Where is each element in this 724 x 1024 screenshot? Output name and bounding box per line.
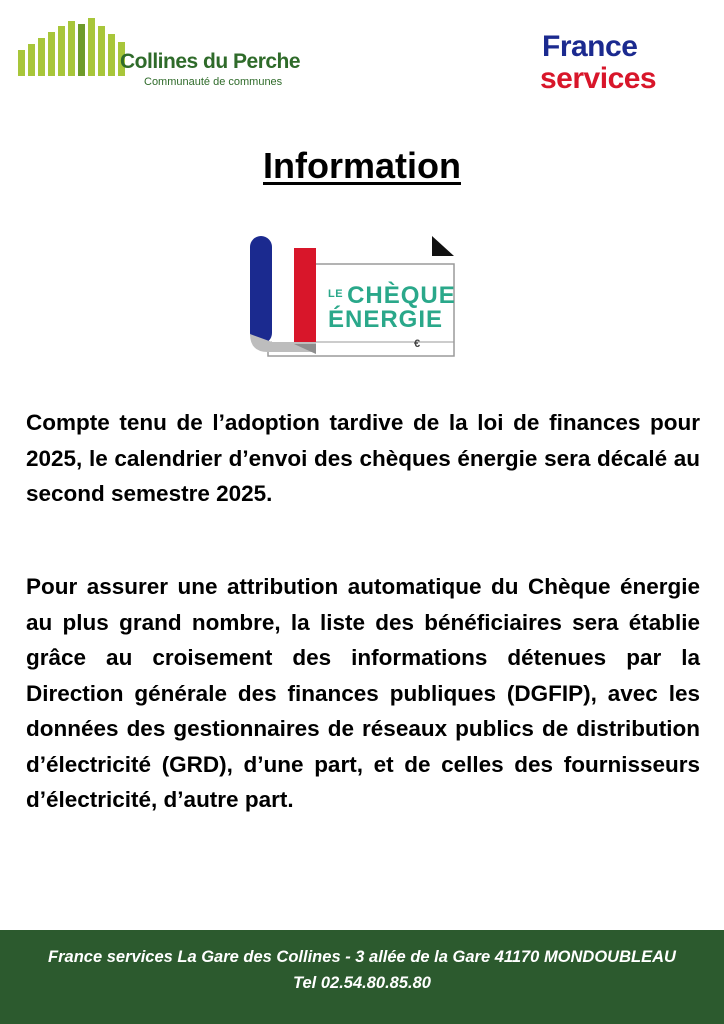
cheque-prefix: LE xyxy=(328,288,344,300)
footer xyxy=(0,930,724,1024)
france-services-line1: France xyxy=(542,30,638,63)
france-services-line2: services xyxy=(540,62,657,95)
logo-name: Collines du Perche xyxy=(120,50,301,73)
france-services-logo xyxy=(540,30,690,100)
footer-address: France services La Gare des Collines - 3 allée de la Gare 41170 MONDOUBLEAU xyxy=(48,948,676,966)
paragraph-attribution: Pour assurer une attribution automatique du Chèque énergie au plus grand nombre, la liste des bénéficiaires sera établie grâce au croisement des informations détenues par la Direction générale des finances publiques (DGFIP), avec les données des gestionnaires de réseaux publics de distribution d’électricité (GRD), d’une part, et de celles des fournisseurs d’électricité, d’autre part. xyxy=(26,574,700,812)
page-title: Information xyxy=(263,145,461,186)
logo-bars-icon xyxy=(18,18,128,76)
cheque-word: CHÈQUE xyxy=(347,282,456,309)
energie-word: ÉNERGIE xyxy=(328,306,444,333)
cheque-energie-logo xyxy=(248,234,458,360)
logo-subtitle: Communauté de communes xyxy=(144,76,283,88)
euro-icon: € xyxy=(414,338,421,350)
collines-du-perche-logo xyxy=(18,18,338,90)
footer-phone: Tel 02.54.80.85.80 xyxy=(293,974,431,992)
paragraph-delay-notice: Compte tenu de l’adoption tardive de la loi de finances pour 2025, le calendrier d’envoi des chèques énergie sera décalé au second semestre 2025. xyxy=(26,410,700,506)
